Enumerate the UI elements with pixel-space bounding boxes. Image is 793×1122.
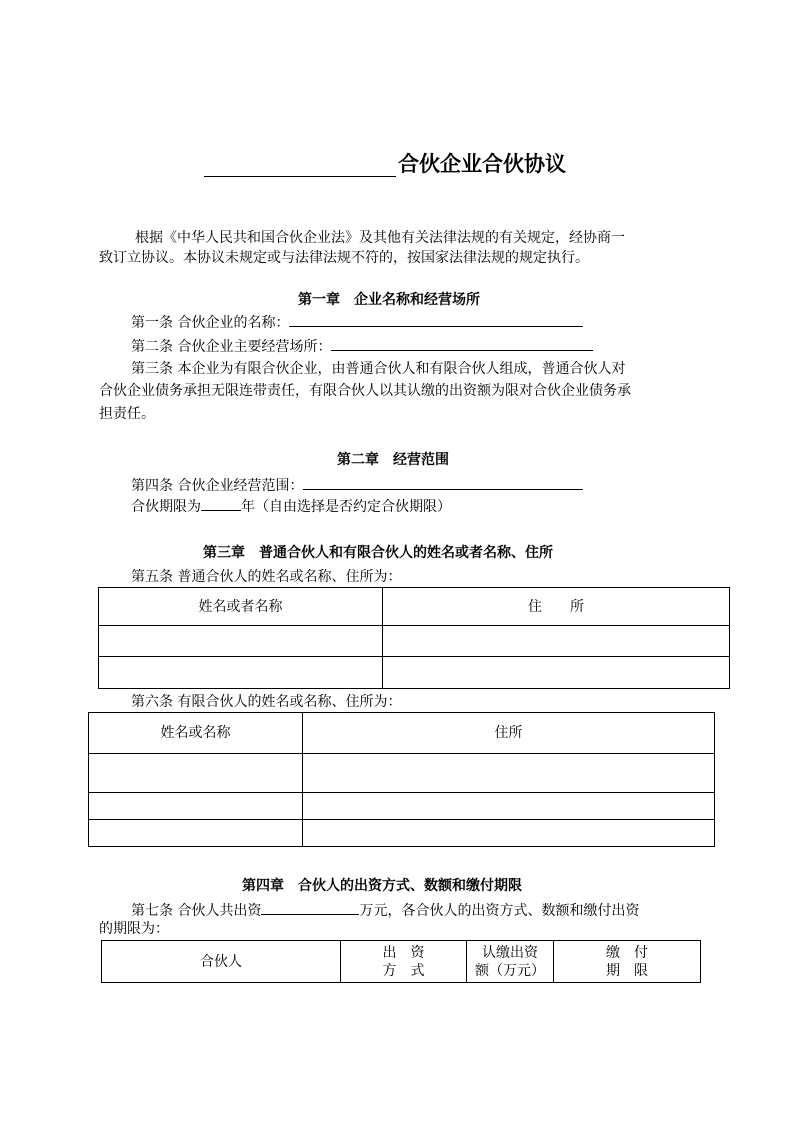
- general-partners-table: [98, 587, 730, 689]
- article-7-suffix: 万元，各合伙人的出资方式、数额和缴付出资: [359, 903, 640, 919]
- total-capital-blank: [261, 899, 359, 915]
- title-blank-line: [204, 151, 396, 177]
- period-header-line-1: 缴 付: [606, 944, 648, 961]
- document-title: 合伙企业合伙协议: [398, 151, 566, 176]
- table-header-cell: 住 所: [383, 588, 730, 626]
- table-header-row: [99, 588, 730, 626]
- article-1: [131, 311, 583, 333]
- term-years-blank: [201, 495, 241, 511]
- table-row: [89, 793, 715, 820]
- table-header-cell: 姓名或者名称: [99, 588, 383, 626]
- business-place-blank: [331, 335, 593, 351]
- table-cell[interactable]: [303, 754, 715, 793]
- business-scope-blank: [303, 474, 583, 490]
- table-cell[interactable]: [383, 657, 730, 689]
- table-header-row: [89, 713, 715, 754]
- table-cell[interactable]: [303, 820, 715, 847]
- method-header-line-1: 出 资: [382, 944, 425, 961]
- partnership-term: [131, 495, 451, 517]
- table-cell[interactable]: [89, 754, 303, 793]
- article-4-label: 第四条 合伙企业经营范围：: [131, 478, 304, 494]
- article-4: [131, 474, 583, 496]
- limited-partners-table: [88, 712, 715, 847]
- period-header-line-2: 期 限: [606, 962, 648, 979]
- table-row: [99, 626, 730, 657]
- method-header: [341, 941, 467, 983]
- table-cell[interactable]: [89, 820, 303, 847]
- article-6: 第六条 有限合伙人的姓名或名称、住所为：: [131, 694, 402, 710]
- article-3-line-1: 第三条 本企业为有限合伙企业，由普通合伙人和有限合伙人组成，普通合伙人对: [131, 361, 626, 377]
- article-1-label: 第一条 合伙企业的名称：: [131, 315, 290, 331]
- article-5: 第五条 普通合伙人的姓名或名称、住所为：: [131, 569, 402, 585]
- article-7-line-2: 的期限为：: [99, 921, 169, 937]
- article-2-label: 第二条 合伙企业主要经营场所：: [131, 339, 332, 355]
- partnership-term-suffix: 年（自由选择是否约定合伙期限）: [241, 499, 451, 515]
- table-row: [89, 754, 715, 793]
- table-row: [89, 820, 715, 847]
- period-header: [554, 941, 701, 983]
- amount-header: [467, 941, 554, 983]
- table-header-cell: 住所: [303, 713, 715, 754]
- method-header-line-2: 方 式: [382, 962, 425, 979]
- company-name-blank: [289, 311, 583, 327]
- table-header-row: [102, 941, 701, 983]
- table-cell[interactable]: [89, 793, 303, 820]
- partner-header: 合伙人: [102, 941, 341, 983]
- capital-contribution-table: [101, 940, 701, 983]
- table-cell[interactable]: [303, 793, 715, 820]
- partnership-term-prefix: 合伙期限为: [131, 499, 201, 515]
- article-3-line-3: 担责任。: [99, 406, 155, 422]
- amount-header-line-1: 认缴出资: [482, 944, 538, 961]
- amount-header-line-2: 额（万元）: [475, 962, 545, 979]
- table-row: [99, 657, 730, 689]
- preamble-line-2: 致订立协议。本协议未规定或与法律法规不符的，按国家法律法规的规定执行。: [99, 250, 589, 266]
- article-3-line-2: 合伙企业债务承担无限连带责任，有限合伙人以其认缴的出资额为限对合伙企业债务承: [99, 383, 631, 399]
- chapter-4-heading: 第四章 合伙人的出资方式、数额和缴付期限: [242, 878, 522, 894]
- article-7-line-1: [131, 899, 639, 921]
- preamble-line-1: 根据《中华人民共和国合伙企业法》及其他有关法律法规的有关规定，经协商一: [135, 230, 625, 246]
- article-2: [131, 335, 593, 357]
- table-cell[interactable]: [99, 626, 383, 657]
- chapter-2-heading: 第二章 经营范围: [337, 452, 449, 468]
- article-7-prefix: 第七条 合伙人共出资: [131, 903, 262, 919]
- chapter-1-heading: 第一章 企业名称和经营场所: [298, 292, 480, 308]
- table-cell[interactable]: [99, 657, 383, 689]
- table-header-cell: 姓名或名称: [89, 713, 303, 754]
- chapter-3-heading: 第三章 普通合伙人和有限合伙人的姓名或者名称、住所: [203, 545, 553, 561]
- table-cell[interactable]: [383, 626, 730, 657]
